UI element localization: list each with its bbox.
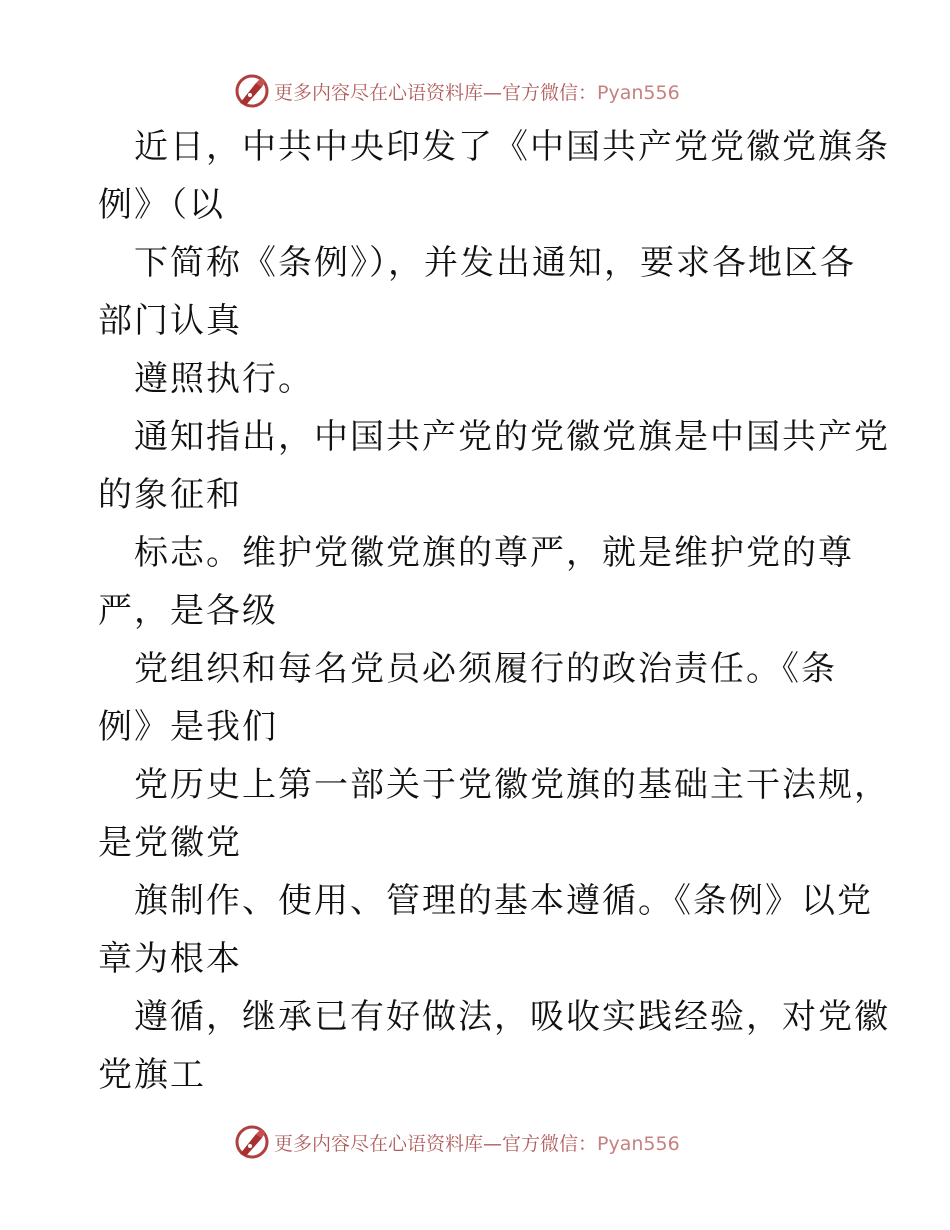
body-line: 近日，中共中央印发了《中国共产党党徽党旗条 <box>134 127 890 167</box>
body-line: 例》（以 <box>98 185 225 225</box>
body-line: 遵照执行。 <box>134 359 314 399</box>
body-line: 通知指出，中国共产党的党徽党旗是中国共产党 <box>134 417 890 457</box>
body-line: 是党徽党 <box>98 823 242 863</box>
body-line: 旗制作、使用、管理的基本遵循。《条例》以党 <box>134 881 873 921</box>
body-line: 党旗工 <box>98 1055 206 1095</box>
body-line: 党组织和每名党员必须履行的政治责任。《条 <box>134 649 837 689</box>
body-line: 章为根本 <box>98 939 242 979</box>
pen-nib-logo-icon <box>234 1124 270 1160</box>
pen-nib-logo-icon <box>234 73 270 109</box>
body-line: 例》是我们 <box>98 707 278 747</box>
body-line: 下简称《条例》），并发出通知，要求各地区各 <box>134 243 856 283</box>
body-line: 标志。维护党徽党旗的尊严，就是维护党的尊 <box>134 533 854 573</box>
watermark-text: 更多内容尽在心语资料库—官方微信：Pyan556 <box>274 81 680 104</box>
footer-watermark <box>234 1122 680 1162</box>
header-watermark <box>234 71 680 111</box>
body-line: 的象征和 <box>98 475 242 515</box>
body-line: 党历史上第一部关于党徽党旗的基础主干法规， <box>134 765 890 805</box>
body-line: 严，是各级 <box>98 591 278 631</box>
body-line: 部门认真 <box>98 301 242 341</box>
body-line: 遵循，继承已有好做法，吸收实践经验，对党徽 <box>134 997 890 1037</box>
watermark-text: 更多内容尽在心语资料库—官方微信：Pyan556 <box>274 1132 680 1155</box>
